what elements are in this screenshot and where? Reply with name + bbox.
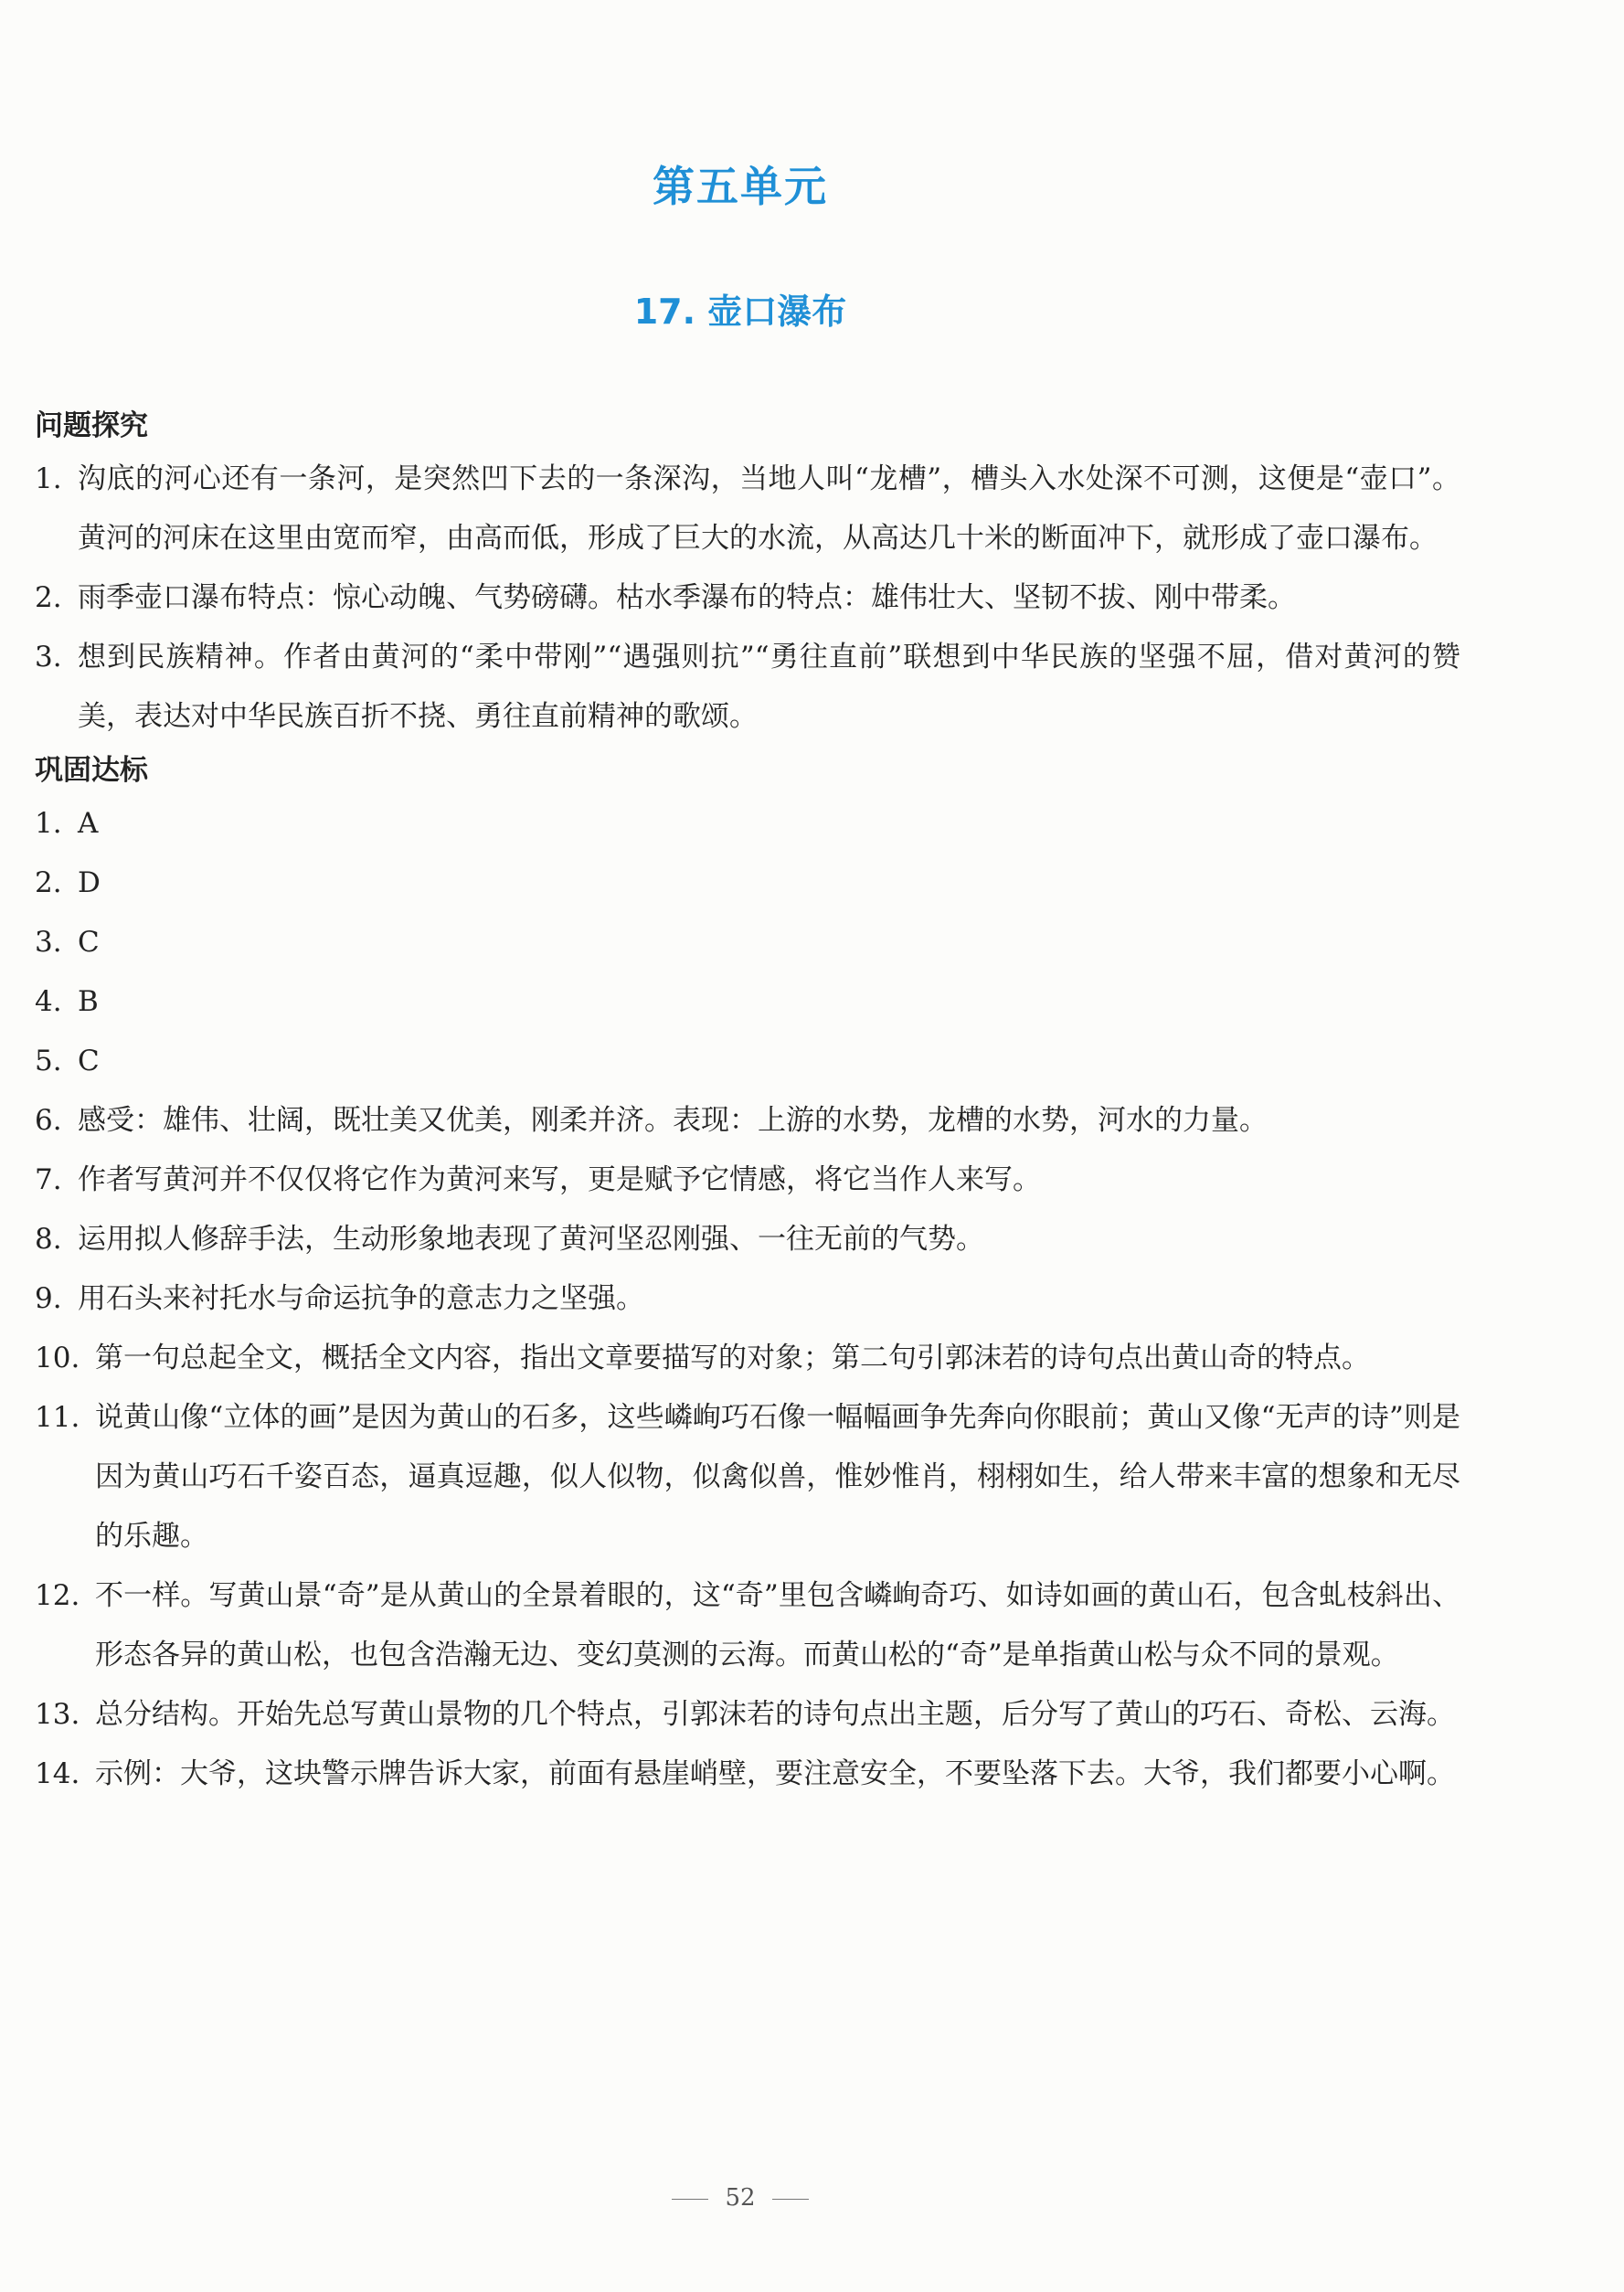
list-item (35, 972, 1460, 1032)
item-text: 想到民族精神。作者由黄河的“柔中带刚”“遇强则抗”“勇往直前”联想到中华民族的坚强不屈，借对黄河的赞美，表达对中华民族百折不挠、勇往直前精神的歌颂。 (78, 641, 1460, 733)
item-number: 5. (35, 1045, 62, 1077)
item-text: 说黄山像“立体的画”是因为黄山的石多，这些嶙峋巧石像一幅幅画争先奔向你眼前；黄山又像“无声的诗”则是因为黄山巧石千姿百态，逼真逗趣，似人似物，似禽似兽，惟妙惟肖，栩栩如生，给人带来丰富的想象和无尽的乐趣。 (95, 1401, 1460, 1553)
item-number: 7. (35, 1163, 62, 1196)
page-footer (0, 2184, 1481, 2212)
item-number: 4. (35, 985, 62, 1018)
item-number: 14. (35, 1757, 80, 1790)
item-text: 第一句总起全文，概括全文内容，指出文章要描写的对象；第二句引郭沫若的诗句点出黄山奇的特点。 (95, 1342, 1370, 1374)
list-item (35, 1269, 1460, 1329)
page-number: 52 (725, 2184, 756, 2212)
unit-title: 第五单元 (653, 162, 828, 211)
list-item (35, 1032, 1460, 1091)
list-item (35, 1388, 1460, 1566)
answer-content (35, 402, 1460, 1804)
item-number: 3. (35, 641, 62, 674)
item-number: 11. (35, 1401, 80, 1434)
item-number: 6. (35, 1104, 62, 1137)
item-text: 示例：大爷，这块警示牌告诉大家，前面有悬崖峭壁，要注意安全，不要坠落下去。大爷，我们都要小心啊。 (95, 1757, 1455, 1790)
footer-dash-right (772, 2199, 809, 2200)
footer-dash-left (672, 2199, 708, 2200)
item-text: 运用拟人修辞手法，生动形象地表现了黄河坚忍刚强、一往无前的气势。 (78, 1223, 984, 1256)
list-item (35, 913, 1460, 972)
item-text: 总分结构。开始先总写黄山景物的几个特点，引郭沫若的诗句点出主题，后分写了黄山的巧石、奇松、云海。 (95, 1698, 1455, 1731)
item-number: 8. (35, 1223, 62, 1256)
item-number: 2. (35, 581, 62, 614)
section-heading-consolidation: 巩固达标 (35, 754, 148, 787)
list-item (35, 1329, 1460, 1388)
item-number: 3. (35, 926, 62, 959)
item-text: 不一样。写黄山景“奇”是从黄山的全景着眼的，这“奇”里包含嶙峋奇巧、如诗如画的黄山石，包含虬枝斜出、形态各异的黄山松，也包含浩瀚无边、变幻莫测的云海。而黄山松的“奇”是单指黄山松与众不同的景观。 (95, 1579, 1460, 1671)
item-text: 感受：雄伟、壮阔，既壮美又优美，刚柔并济。表现：上游的水势，龙槽的水势，河水的力量。 (78, 1104, 1268, 1137)
list-item (35, 568, 1460, 628)
item-number: 1. (35, 462, 62, 495)
list-item (35, 794, 1460, 854)
list-item (35, 1151, 1460, 1210)
item-text: C (78, 926, 100, 959)
item-number: 13. (35, 1698, 80, 1731)
item-number: 12. (35, 1579, 80, 1612)
section-heading-inquiry: 问题探究 (35, 409, 148, 442)
lesson-title: 17. 壶口瀑布 (633, 292, 847, 332)
list-item (35, 1745, 1460, 1804)
item-text: D (78, 866, 101, 899)
item-number: 10. (35, 1342, 80, 1374)
item-number: 1. (35, 807, 62, 840)
item-text: 沟底的河心还有一条河，是突然凹下去的一条深沟，当地人叫“龙槽”，槽头入水处深不可测，这便是“壶口”。黄河的河床在这里由宽而窄，由高而低，形成了巨大的水流，从高达几十米的断面冲下，就形成了壶口瀑布。 (78, 462, 1460, 555)
item-text: 用石头来衬托水与命运抗争的意志力之坚强。 (78, 1282, 644, 1315)
list-item (35, 1566, 1460, 1685)
item-text: 作者写黄河并不仅仅将它作为黄河来写，更是赋予它情感，将它当作人来写。 (78, 1163, 1041, 1196)
list-item (35, 854, 1460, 913)
item-text: A (78, 807, 99, 840)
item-text: 雨季壶口瀑布特点：惊心动魄、气势磅礴。枯水季瀑布的特点：雄伟壮大、坚韧不拔、刚中带柔。 (78, 581, 1296, 614)
item-number: 9. (35, 1282, 62, 1315)
item-text: C (78, 1045, 100, 1077)
item-number: 2. (35, 866, 62, 899)
list-item (35, 1091, 1460, 1151)
list-item (35, 628, 1460, 747)
list-item (35, 450, 1460, 568)
item-text: B (78, 985, 99, 1018)
list-item (35, 1210, 1460, 1269)
list-item (35, 1685, 1460, 1745)
